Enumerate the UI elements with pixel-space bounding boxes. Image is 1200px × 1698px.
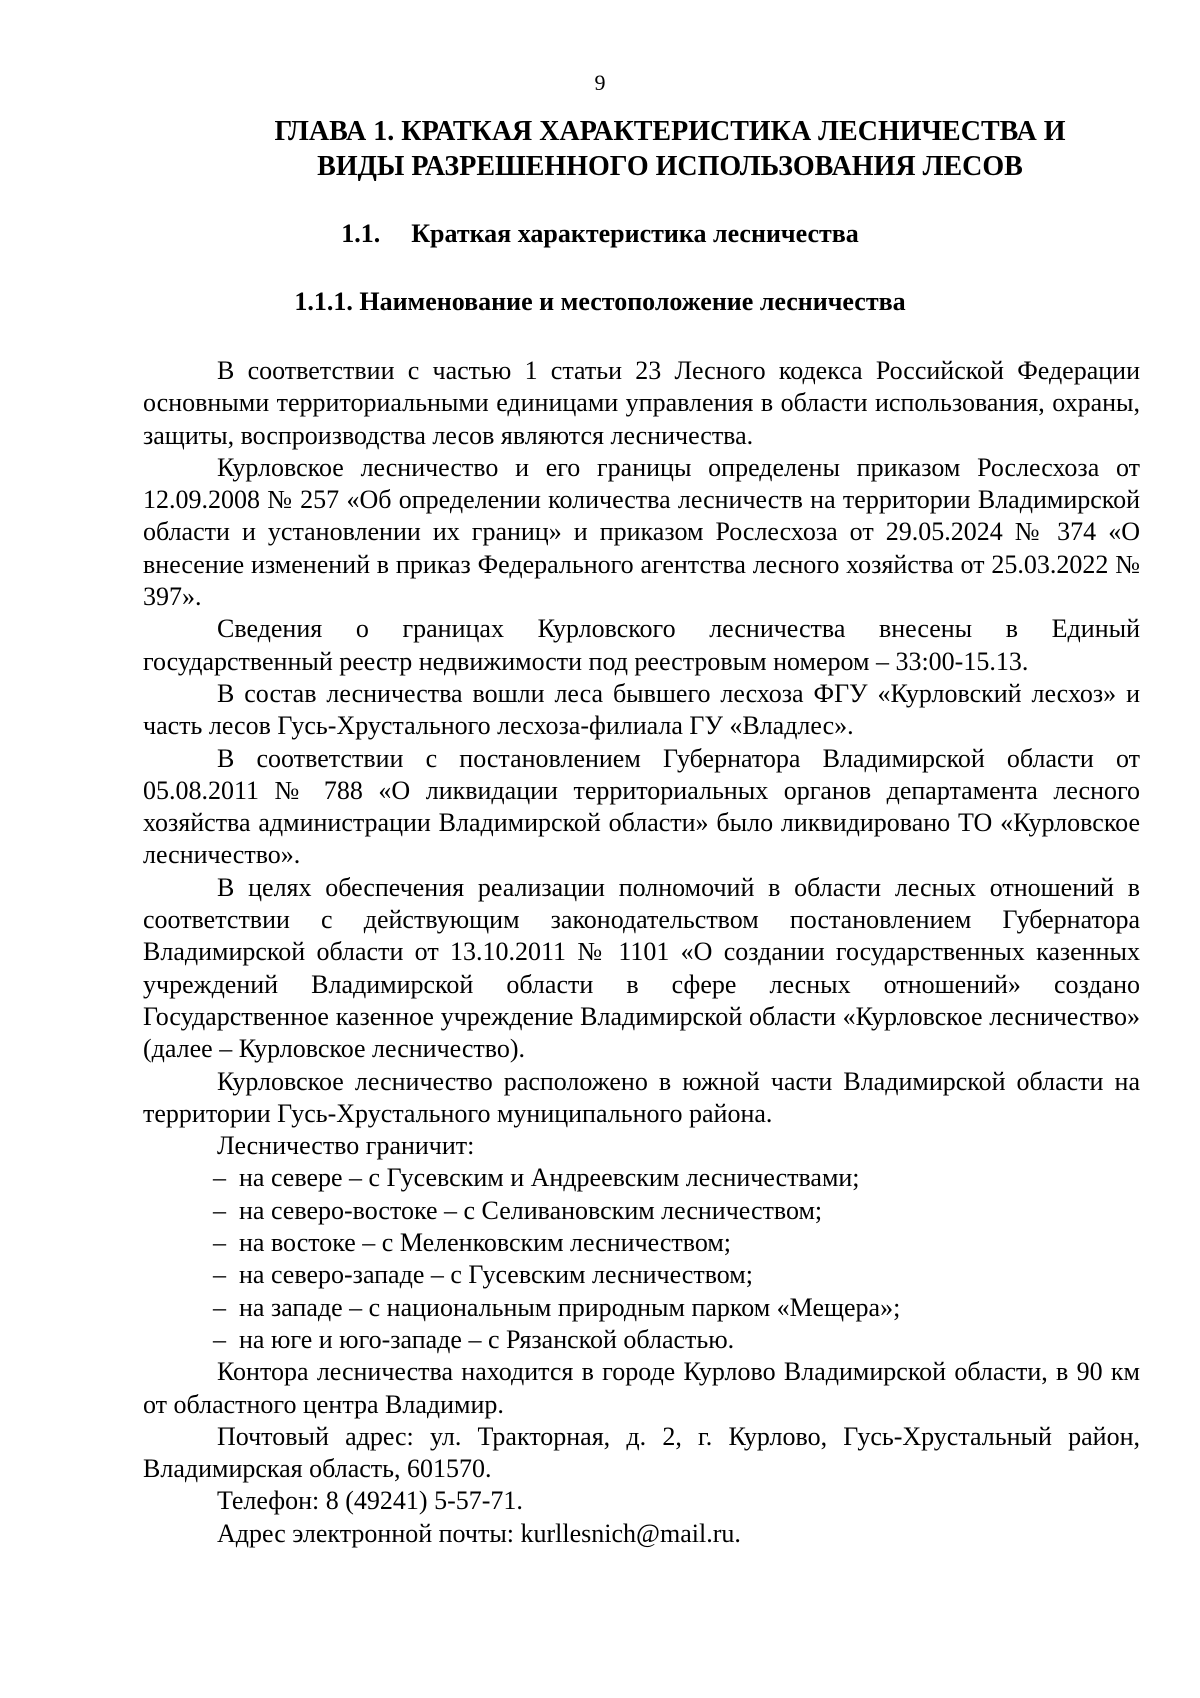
paragraph: В целях обеспечения реализации полномочий в области лесных отношений в соответствии с действующим законодательством постановлением Губернатора Владимирской области от 13.10.2011 № 1101 «О создании государственных казенных учреждений Владимирской области в сфере лесных отношений» создано Государственное казенное учреждение Владимирской области «Курловское лесничество» (далее – Курловское лесничество). [143,872,1140,1064]
list-item-text: на востоке – с Меленковским лесничеством; [239,1228,732,1258]
paragraph: Курловское лесничество и его границы определены приказом Рослесхоза от 12.09.2008 № 257 «Об определении количества лесничеств на территории Владимирской области и установлении их границ» и приказом Рослесхоза от 29.05.2024 № 374 «О внесение изменений в приказ Федерального агентства лесного хозяйства от 25.03.2022 № 397». [143,452,1140,612]
chapter-title: ГЛАВА 1. КРАТКАЯ ХАРАКТЕРИСТИКА ЛЕСНИЧЕСТВА И ВИДЫ РАЗРЕШЕННОГО ИСПОЛЬЗОВАНИЯ ЛЕСОВ [274,116,1066,182]
page-number: 9 [594,70,606,95]
list-item-text: на северо-западе – с Гусевским лесничеством; [239,1260,753,1290]
paragraph-office-location: Контора лесничества находится в городе Курлово Владимирской области, в 90 км от областного центра Владимир. [143,1357,1140,1419]
section-title-text: Краткая характеристика лесничества [411,219,859,248]
document-body [143,355,1140,1550]
borders-list [143,1162,1140,1356]
list-item-text: на западе – с национальным природным парком «Мещера»; [239,1292,901,1322]
paragraph-phone: Телефон: 8 (49241) 5-57-71. [217,1486,523,1516]
section-title [0,218,1200,250]
list-item-text: на юге и юго-западе – с Рязанской областью. [239,1324,735,1354]
list-marker: – [213,1260,226,1290]
list-item-text: на севере – с Гусевским и Андреевским лесничествами; [239,1163,860,1193]
list-marker: – [213,1228,226,1258]
section-number: 1.1. [341,219,381,248]
list-item [143,1227,1140,1259]
paragraph-email: Адрес электронной почты: kurllesnich@mail.ru. [217,1518,741,1548]
paragraph: Курловское лесничество расположено в южной части Владимирской области на территории Гусь-Хрустального муниципального района. [143,1066,1140,1128]
subsection-title: 1.1.1. Наименование и местоположение лесничества [294,287,906,316]
list-item [143,1259,1140,1291]
list-item [143,1195,1140,1227]
list-marker: – [213,1163,226,1193]
paragraph: Лесничество граничит: [217,1131,475,1161]
paragraph: В соответствии с постановлением Губернатора Владимирской области от 05.08.2011 № 788 «О ликвидации территориальных органов департамента лесного хозяйства администрации Владимирской области» было ликвидировано ТО «Курловское лесничество». [143,743,1140,870]
paragraph-postal-address: Почтовый адрес: ул. Тракторная, д. 2, г. Курлово, Гусь-Хрустальный район, Владимирская область, 601570. [143,1421,1140,1484]
list-item [143,1162,1140,1194]
list-item [143,1292,1140,1324]
list-marker: – [213,1195,226,1225]
list-item-text: на северо-востоке – с Селивановским лесничеством; [239,1195,823,1225]
list-item [143,1324,1140,1356]
paragraph: Сведения о границах Курловского лесничества внесены в Единый государственный реестр недвижимости под реестровым номером – 33:00-15.13. [143,614,1140,676]
paragraph: В соответствии с частью 1 статьи 23 Лесного кодекса Российской Федерации основными территориальными единицами управления в области использования, охраны, защиты, воспроизводства лесов являются лесничества. [143,356,1140,450]
paragraph: В состав лесничества вошли леса бывшего лесхоза ФГУ «Курловский лесхоз» и часть лесов Гусь-Хрустального лесхоза-филиала ГУ «Владлес». [143,678,1140,741]
list-marker: – [213,1324,226,1354]
list-marker: – [213,1292,226,1322]
